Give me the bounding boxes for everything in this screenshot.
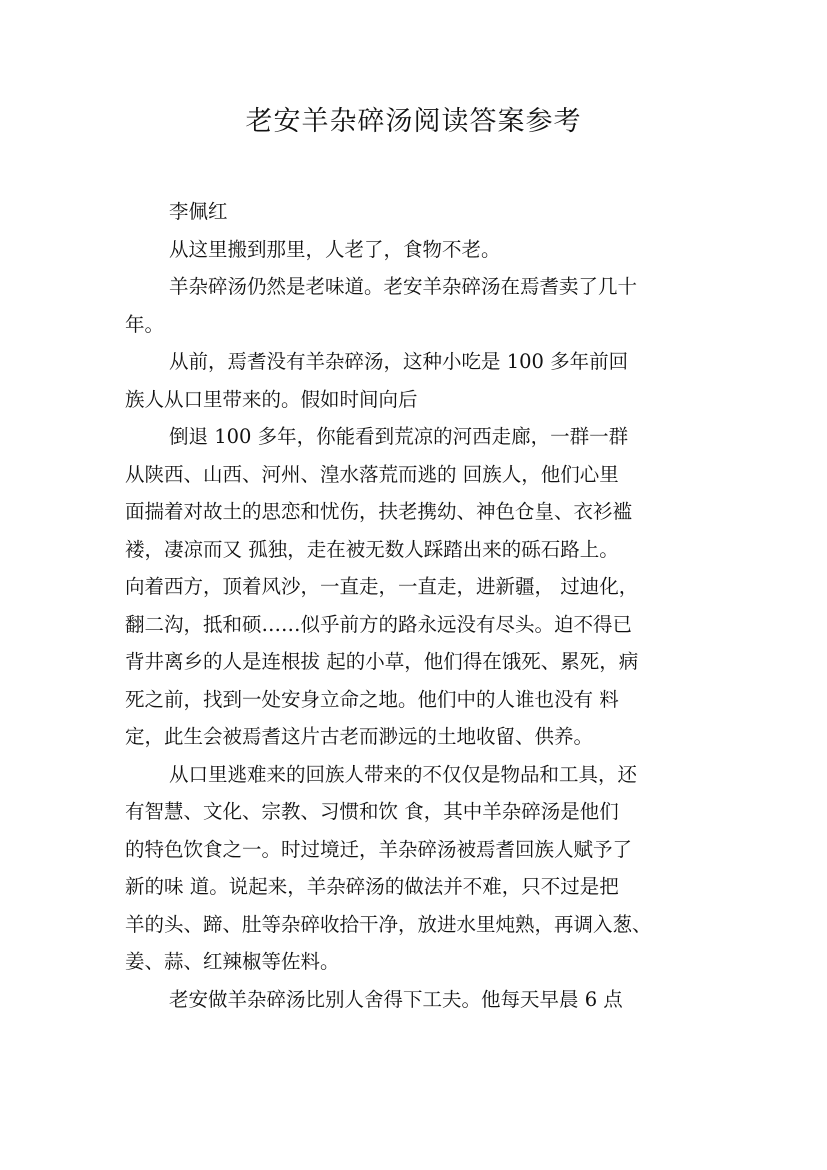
paragraph-line: 有智慧、文化、宗教、习惯和饮 食，其中羊杂碎汤是他们 — [125, 800, 619, 823]
paragraph-line: 老安做羊杂碎汤比别人舍得下工夫。他每天早晨 6 点 — [169, 987, 623, 1011]
paragraph-line: 姜、蒜、红辣椒等佐料。 — [125, 950, 340, 973]
paragraph-line: 死之前，找到一处安身立命之地。他们中的人谁也没有 料 — [125, 687, 619, 711]
paragraph-line: 背井离乡的人是连根拔 起的小草，他们得在饿死、累死，病 — [125, 650, 639, 673]
article-body — [125, 193, 710, 1018]
paragraph-line: 向着西方，顶着风沙，一直走，一直走，进新疆， 过迪化， — [125, 575, 639, 598]
paragraph-line: 褛，凄凉而又 孤独，走在被无数人踩踏出来的砾石路上。 — [125, 537, 619, 561]
paragraph-line: 面揣着对故土的思恋和忧伤，扶老携幼、神色仓皇、衣衫褴 — [125, 500, 633, 523]
paragraph-line: 的特色饮食之一。时过境迁，羊杂碎汤被焉耆回族人赋予了 — [125, 837, 633, 861]
paragraph-line: 族人从口里带来的。假如时间向后 — [125, 387, 418, 411]
paragraph-line: 翻二沟，抵和硕……似乎前方的路永远没有尽头。迫不得已 — [125, 612, 633, 636]
paragraph-line: 从前，焉耆没有羊杂碎汤，这种小吃是 100 多年前回 — [169, 350, 629, 373]
paragraph-line: 从口里逃难来的回族人带来的不仅仅是物品和工具，还 — [169, 762, 638, 786]
paragraph-line: 年。 — [125, 312, 165, 336]
paragraph-line: 新的味 道。说起来，羊杂碎汤的做法并不难，只不过是把 — [125, 875, 619, 898]
paragraph-line: 倒退 100 多年，你能看到荒凉的河西走廊，一群一群 — [169, 425, 629, 448]
paragraph-line: 从陕西、山西、河州、湟水落荒而逃的 回族人，他们心里 — [125, 462, 619, 486]
paragraph-line: 定，此生会被焉耆这片古老而渺远的土地收留、供养。 — [125, 725, 594, 748]
paragraph-line: 从这里搬到那里，人老了，食物不老。 — [169, 237, 501, 261]
author-line: 李佩红 — [169, 200, 228, 223]
paragraph-line: 羊的头、蹄、肚等杂碎收拾干净，放进水里炖熟，再调入葱、 — [125, 912, 652, 936]
document-title: 老安羊杂碎汤阅读答案参考 — [245, 106, 582, 137]
paragraph-line: 羊杂碎汤仍然是老味道。老安羊杂碎汤在焉耆卖了几十 — [169, 275, 638, 298]
